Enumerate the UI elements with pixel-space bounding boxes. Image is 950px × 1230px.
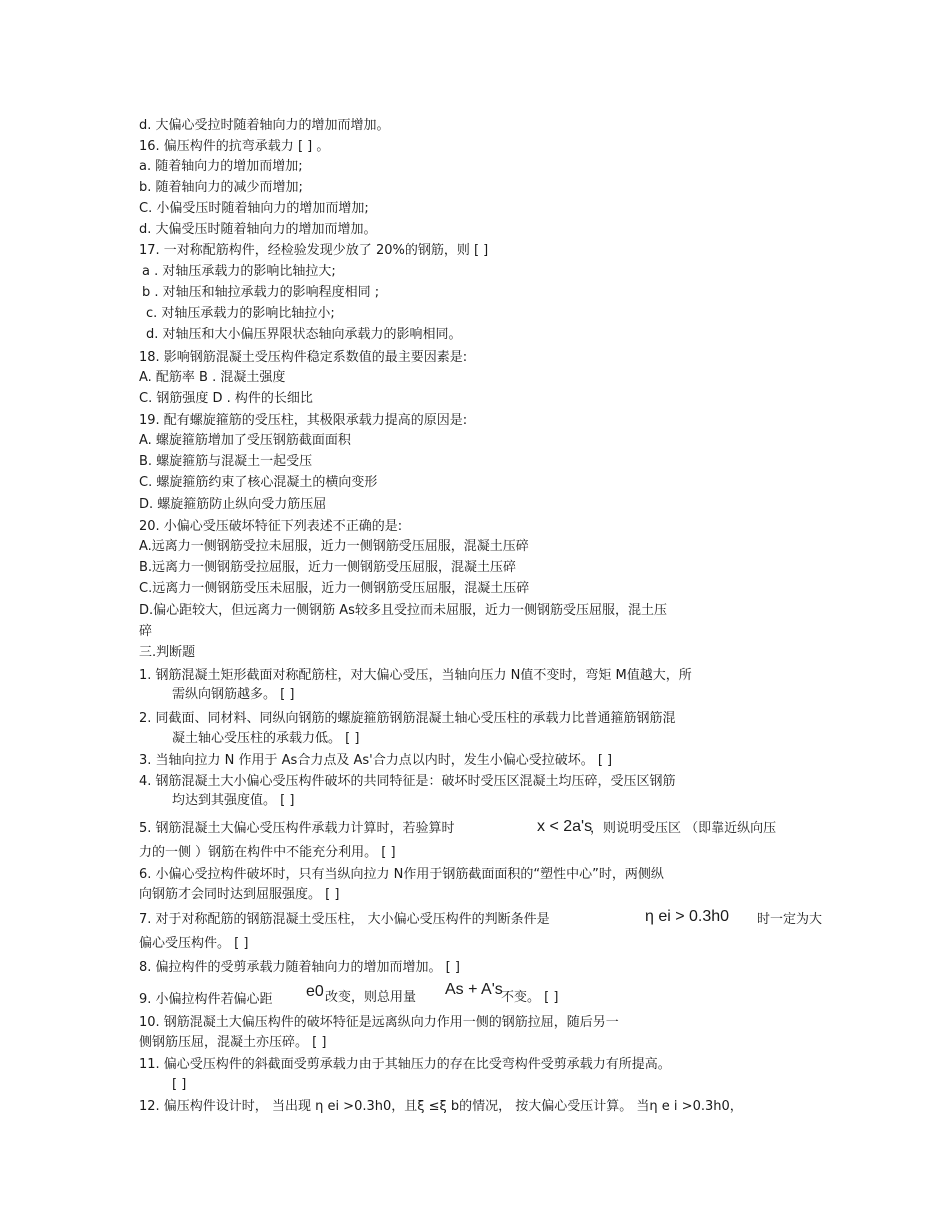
text-line: 9. 小偏拉构件若偏心距 — [139, 992, 273, 1007]
text-line: 17. 一对称配筋构件，经检验发现少放了 20%的钢筋，则 [ ] — [139, 243, 489, 258]
text-line: 2. 同截面、同材料、同纵向钢筋的螺旋箍筋钢筋混凝土轴心受压柱的承载力比普通箍筋钢筋混 — [139, 711, 676, 726]
formula-eta-ei: η ei > 0.3h0 — [645, 908, 730, 925]
text-line: 5. 钢筋混凝土大偏心受压构件承载力计算时，若验算时 — [139, 821, 455, 836]
text-line: D.偏心距较大，但远离力一侧钢筋 As较多且受拉而未屈服，近力一侧钢筋受压屈服，混土压 — [139, 603, 667, 618]
text-line: 8. 偏拉构件的受剪承载力随着轴向力的增加而增加。 [ ] — [139, 960, 460, 975]
text-line: ，则说明受压区 （即靠近纵向压 — [590, 821, 777, 836]
text-line: 碎 — [139, 624, 153, 639]
text-line: 凝土轴心受压柱的承载力低。 [ ] — [172, 731, 360, 746]
text-line: A.远离力一侧钢筋受拉未屈服，近力一侧钢筋受压屈服，混凝土压碎 — [139, 539, 529, 554]
text-line: b . 对轴压和轴拉承载力的影响程度相同 ; — [142, 285, 380, 300]
text-line: 需纵向钢筋越多。 [ ] — [172, 687, 295, 702]
text-line: 16. 偏压构件的抗弯承载力 [ ] 。 — [139, 139, 330, 154]
text-line: 11. 偏心受压构件的斜截面受剪承载力由于其轴压力的存在比受弯构件受剪承载力有所提高。 — [139, 1057, 671, 1072]
text-line: 三.判断题 — [139, 645, 196, 660]
text-line: 力的一侧 ）钢筋在构件中不能充分利用。 [ ] — [139, 845, 396, 860]
formula-as-sum: As + A's — [445, 981, 503, 998]
text-line: 1. 钢筋混凝土矩形截面对称配筋柱，对大偏心受压，当轴向压力 N值不变时，弯矩 M值越大，所 — [139, 668, 692, 683]
text-line: B.远离力一侧钢筋受拉屈服，近力一侧钢筋受压屈服，混凝土压碎 — [139, 560, 517, 575]
text-line: C.远离力一侧钢筋受压未屈服，近力一侧钢筋受压屈服，混凝土压碎 — [139, 581, 530, 596]
text-line: a . 对轴压承载力的影响比轴拉大; — [142, 264, 336, 279]
text-line: 7. 对于对称配筋的钢筋混凝土受压柱， 大小偏心受压构件的判断条件是 — [139, 912, 550, 927]
text-line: 20. 小偏心受压破坏特征下列表述不正确的是: — [139, 519, 403, 534]
text-line: 4. 钢筋混凝土大小偏心受压构件破坏的共同特征是：破坏时受压区混凝土均压碎，受压区钢筋 — [139, 774, 676, 789]
text-line: 侧钢筋压屈，混凝土亦压碎。 [ ] — [139, 1035, 327, 1050]
text-line: d. 大偏心受拉时随着轴向力的增加而增加。 — [139, 118, 390, 133]
text-line: [ ] — [172, 1077, 187, 1092]
text-line: C. 小偏受压时随着轴向力的增加而增加; — [139, 201, 369, 216]
text-line: 均达到其强度值。 [ ] — [172, 793, 295, 808]
text-line: c. 对轴压承载力的影响比轴拉小; — [146, 306, 335, 321]
text-line: 3. 当轴向拉力 N 作用于 As合力点及 As'合力点以内时，发生小偏心受拉破坏。 [ ] — [139, 753, 613, 768]
text-line: b. 随着轴向力的减少而增加; — [139, 180, 303, 195]
text-line: 19. 配有螺旋箍筋的受压柱，其极限承载力提高的原因是: — [139, 413, 468, 428]
text-line: A. 螺旋箍筋增加了受压钢筋截面面积 — [139, 433, 351, 448]
text-line: 偏心受压构件。 [ ] — [139, 936, 249, 951]
formula-x-lt-2as: x < 2a's — [537, 818, 593, 835]
text-line: B. 螺旋箍筋与混凝土一起受压 — [139, 454, 313, 469]
text-line: 不变。 [ ] — [501, 990, 559, 1005]
text-line: 时一定为大 — [757, 912, 823, 927]
text-line: D. 螺旋箍筋防止纵向受力筋压屈 — [139, 497, 327, 512]
formula-e0: e0 — [306, 983, 324, 1000]
text-line: 10. 钢筋混凝土大偏压构件的破坏特征是远离纵向力作用一侧的钢筋拉屈，随后另一 — [139, 1015, 619, 1030]
text-line: A. 配筋率 B . 混凝土强度 — [139, 370, 286, 385]
text-line: 改变，则总用量 — [325, 990, 417, 1005]
text-line: 6. 小偏心受拉构件破坏时，只有当纵向拉力 N作用于钢筋截面面积的“塑性中心”时，两侧纵 — [139, 867, 664, 882]
text-line: 向钢筋才会同时达到屈服强度。 [ ] — [139, 887, 340, 902]
text-line: 12. 偏压构件设计时， 当出现 η ei >0.3h0，且ξ ≤ξ b的情况， 按大偏心受压计算。 当η e i >0.3h0， — [139, 1099, 743, 1114]
text-line: C. 螺旋箍筋约束了核心混凝土的横向变形 — [139, 475, 378, 490]
text-line: d. 对轴压和大小偏压界限状态轴向承载力的影响相同。 — [146, 327, 462, 342]
text-line: 18. 影响钢筋混凝土受压构件稳定系数值的最主要因素是: — [139, 350, 468, 365]
text-line: C. 钢筋强度 D . 构件的长细比 — [139, 391, 313, 406]
text-line: d. 大偏受压时随着轴向力的增加而增加。 — [139, 222, 377, 237]
text-line: a. 随着轴向力的增加而增加; — [139, 159, 303, 174]
